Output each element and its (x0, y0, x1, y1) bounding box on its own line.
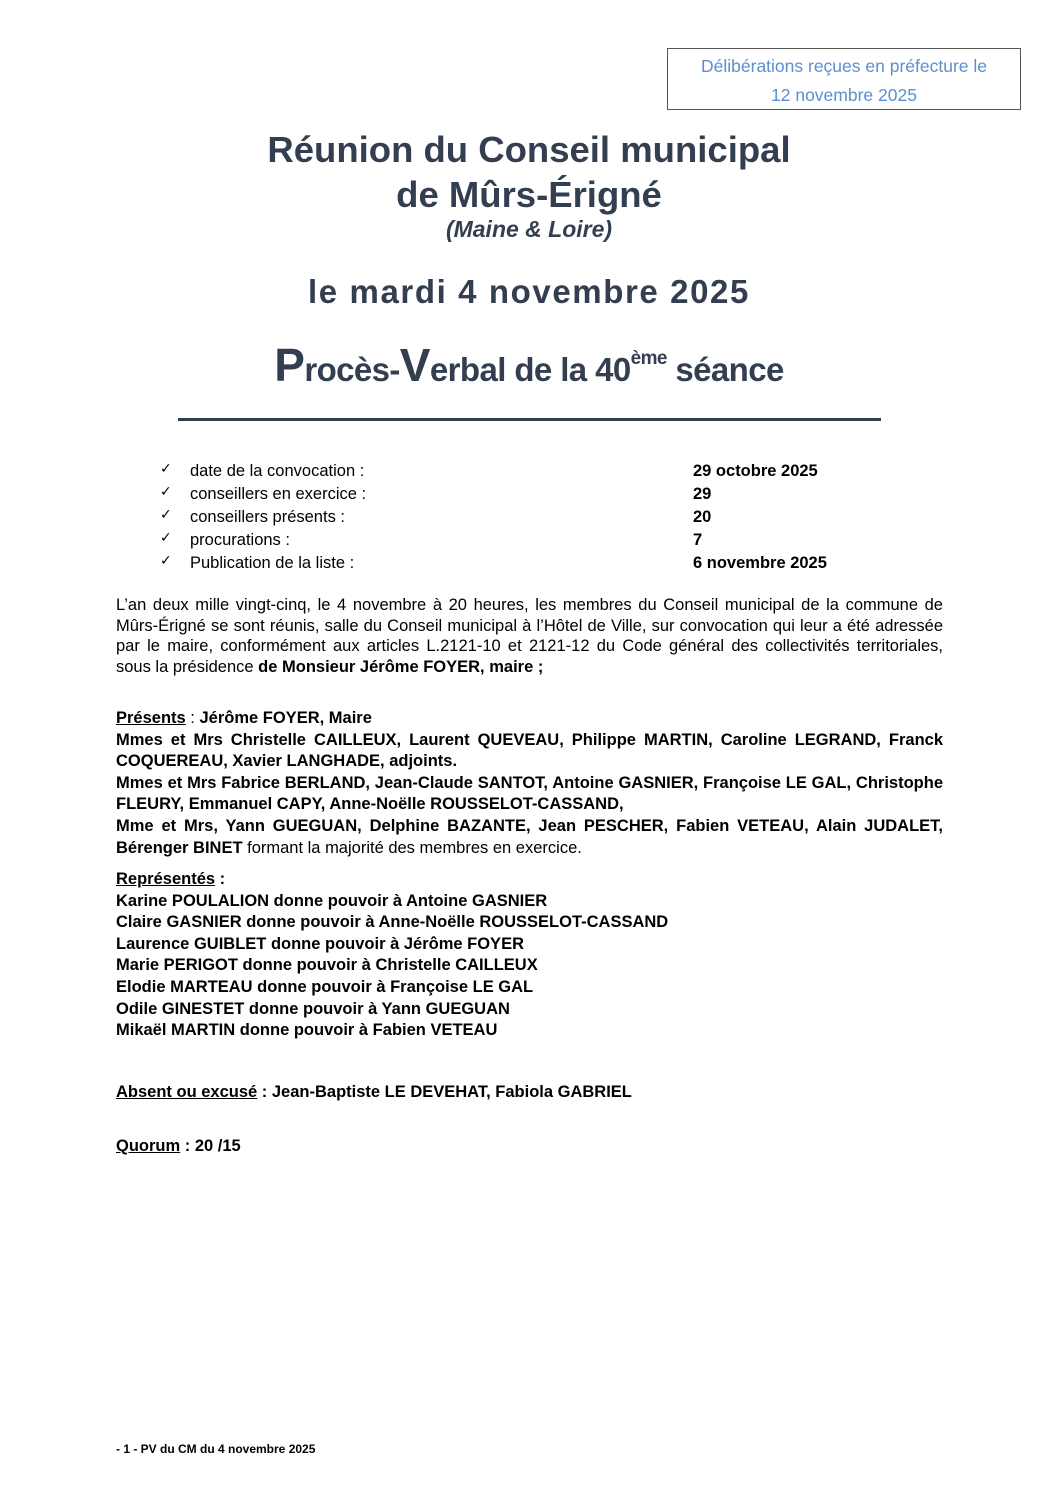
list-item: Claire GASNIER donne pouvoir à Anne-Noëlle ROUSSELOT-CASSAND (116, 913, 669, 932)
pv-initial-p: P (274, 339, 305, 391)
meeting-date-heading: le mardi 4 novembre 2025 (308, 273, 750, 310)
list-item: Mikaël MARTIN donne pouvoir à Fabien VETEAU (116, 1021, 498, 1040)
info-value: 29 octobre 2025 (693, 462, 818, 480)
stamp-line-1: Délibérations reçues en préfecture le (701, 56, 987, 76)
info-label: conseillers présents : (190, 508, 345, 526)
page-title-line-2: de Mûrs-Érigné (396, 174, 662, 215)
pv-superscript: ème (630, 348, 667, 369)
list-item (160, 553, 900, 576)
quorum-label: Quorum (116, 1137, 181, 1155)
quorum-value: : 20 /15 (180, 1137, 241, 1155)
info-label: procurations : (190, 531, 290, 549)
page-title-line-1: Réunion du Conseil municipal (267, 129, 791, 170)
represented-section (116, 869, 943, 1042)
checkmark-icon: ✓ (160, 484, 172, 500)
list-item: Karine POULALION donne pouvoir à Antoine GASNIER (116, 891, 548, 910)
info-label: conseillers en exercice : (190, 485, 367, 503)
intro-paragraph (116, 595, 943, 677)
represented-heading (116, 869, 943, 891)
pv-text-3: séance (666, 351, 784, 388)
list-item: Elodie MARTEAU donne pouvoir à Françoise LE GAL (116, 977, 534, 996)
presents-maire-line (116, 708, 943, 730)
checkmark-icon: ✓ (160, 530, 172, 546)
heading-divider (178, 418, 881, 421)
intro-president: de Monsieur Jérôme FOYER, maire ; (258, 657, 544, 676)
info-value: 29 (693, 485, 712, 503)
session-info-list (160, 461, 900, 576)
department-subtitle: (Maine & Loire) (445, 216, 613, 242)
presents-separator: : (185, 709, 200, 727)
presents-maire: Jérôme FOYER, Maire (199, 709, 372, 727)
list-item (160, 461, 900, 484)
pv-initial-v: V (399, 339, 430, 391)
absent-value: : Jean-Baptiste LE DEVEHAT, Fabiola GABRIEL (257, 1083, 632, 1101)
presents-group-3: Mme et Mrs, Yann GUEGUAN, Delphine BAZANTE, Jean PESCHER, Fabien VETEAU, Alain JUDALET, Bérenger BINET (116, 816, 943, 857)
list-item (160, 484, 900, 507)
checkmark-icon: ✓ (160, 507, 172, 523)
intro-text: L’an deux mille vingt-cinq, le 4 novembre à 20 heures, les membres du Conseil municipal de la commune de Mûrs-Érigné se sont réunis, salle du Conseil municipal à l’Hôtel de Ville, sur convocation qui leur a été adressée par le maire, conformément aux articles L.2121-10 et 2121-12 du Code général des collectivités territoriales, sous la présidence (116, 596, 943, 676)
presents-section (116, 708, 943, 859)
info-label: date de la convocation : (190, 462, 365, 480)
presents-group-3-line (116, 816, 943, 859)
absent-line (116, 1083, 632, 1102)
page-footer: - 1 - PV du CM du 4 novembre 2025 (116, 1442, 316, 1456)
prefecture-stamp (667, 48, 1021, 110)
checkmark-icon: ✓ (160, 553, 172, 569)
stamp-line-2: 12 novembre 2025 (771, 85, 917, 105)
info-value: 7 (693, 531, 703, 549)
pv-text-2: erbal de la 40 (429, 351, 631, 388)
list-item: Laurence GUIBLET donne pouvoir à Jérôme FOYER (116, 934, 524, 953)
proces-verbal-heading (0, 338, 1058, 392)
presents-label: Présents (116, 709, 186, 727)
represented-label: Représentés (116, 870, 216, 888)
list-item: Odile GINESTET donne pouvoir à Yann GUEGUAN (116, 999, 510, 1018)
pv-text-1: rocès- (304, 351, 400, 388)
list-item: Marie PERIGOT donne pouvoir à Christelle CAILLEUX (116, 956, 538, 975)
presents-group-3-tail: formant la majorité des membres en exercice. (242, 838, 582, 857)
checkmark-icon: ✓ (160, 461, 172, 477)
presents-group-2: Mmes et Mrs Fabrice BERLAND, Jean-Claude SANTOT, Antoine GASNIER, Françoise LE GAL, Christophe FLEURY, Emmanuel CAPY, Anne-Noëlle ROUSSELOT-CASSAND, (116, 773, 943, 814)
info-label: Publication de la liste : (190, 554, 355, 572)
quorum-line (116, 1137, 241, 1156)
list-item (160, 507, 900, 530)
represented-separator: : (215, 870, 226, 888)
info-value: 20 (693, 508, 712, 526)
presents-adjoints: Mmes et Mrs Christelle CAILLEUX, Laurent QUEVEAU, Philippe MARTIN, Caroline LEGRAND, Franck COQUEREAU, Xavier LANGHADE, adjoints. (116, 730, 943, 771)
info-value: 6 novembre 2025 (693, 554, 827, 572)
list-item (160, 530, 900, 553)
absent-label: Absent ou excusé (116, 1083, 258, 1101)
